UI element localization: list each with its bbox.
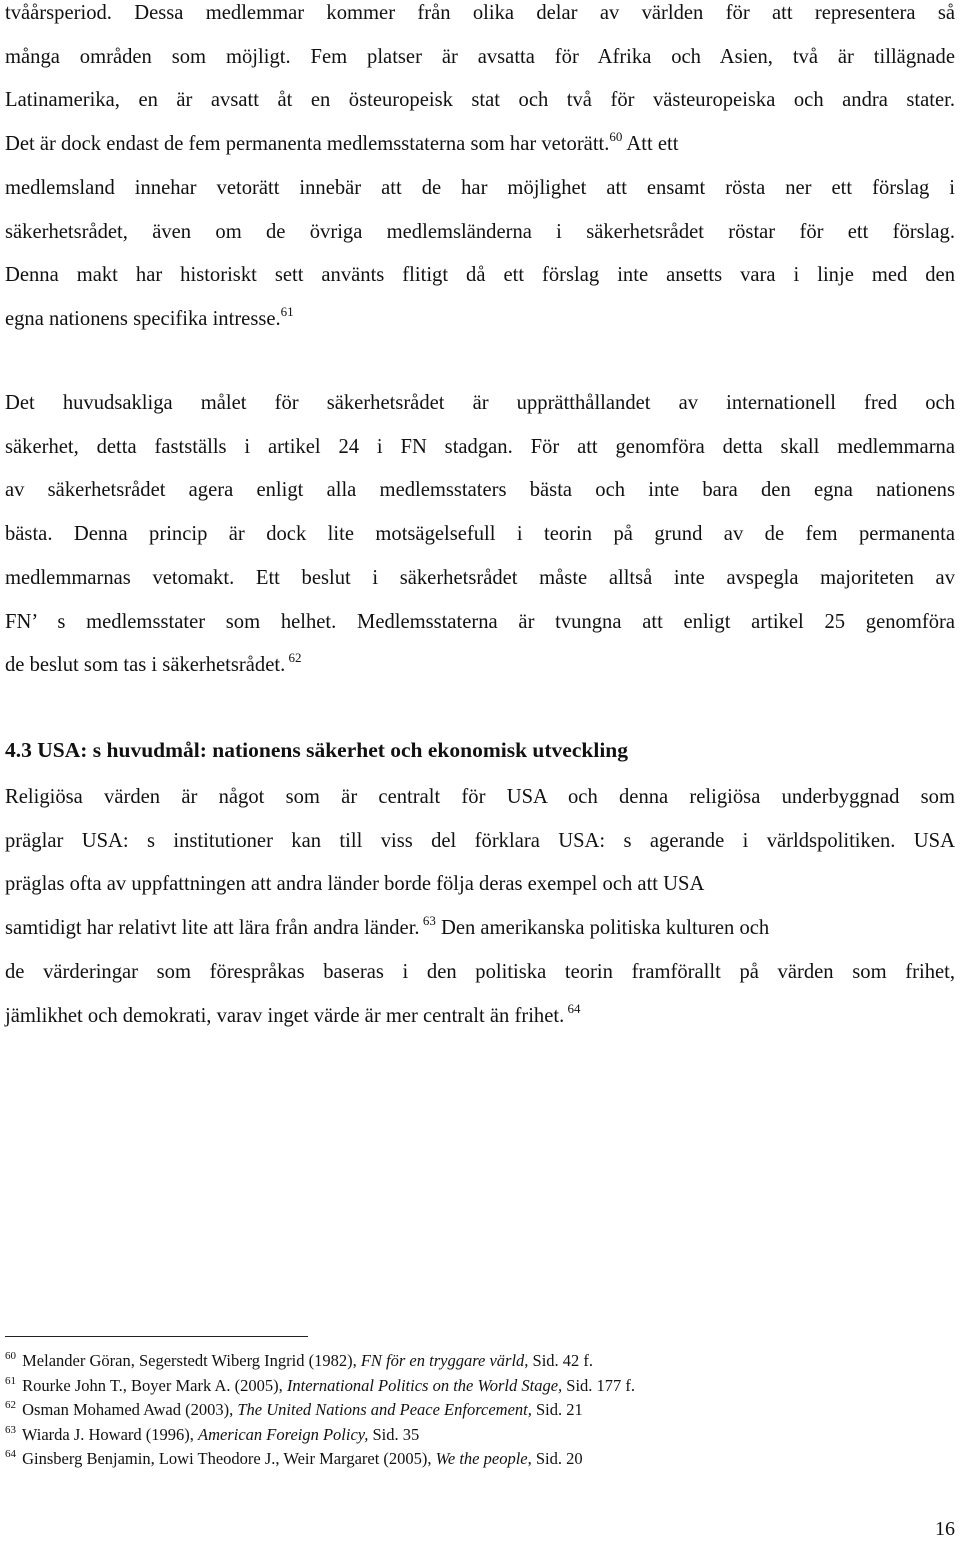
text-line: Latinamerika, en är avsatt åt en östeuropeisk stat och två för västeuropeiska och andra stater. [5, 89, 955, 112]
footnote-separator [5, 1336, 308, 1337]
footnote-ref-60[interactable]: 60 [609, 129, 623, 145]
text-line: de värderingar som förespråkas baseras i den politiska teorin framförallt på värden som frihet, [5, 960, 955, 983]
text-line: Att ett [622, 133, 679, 156]
footnote-text: , Sid. 20 [527, 1449, 583, 1469]
footnote-text: Sid. 35 [368, 1424, 420, 1444]
footnote-61 [5, 1374, 955, 1399]
footnote-number: 64 [5, 1448, 16, 1461]
footnote-title: FN för en tryggare värld, [360, 1351, 529, 1370]
footnote-ref-64[interactable]: 64 [564, 1000, 581, 1016]
footnote-text: Sid. 21 [531, 1400, 583, 1420]
text-line: medlemsland innehar vetorätt innebär att de har möjlighet att ensamt rösta ner ett förslag i [5, 176, 955, 199]
footnote-text: Melander Göran, Segerstedt Wiberg Ingrid (1982), [22, 1351, 361, 1370]
section-heading: 4.3 USA: s huvudmål: nationens säkerhet och ekonomisk utveckling [5, 738, 628, 762]
footnote-text: Sid. 177 f. [562, 1375, 636, 1395]
text-line: säkerhetsrådet, även om de övriga medlemsländerna i säkerhetsrådet röstar för ett förslag. [5, 220, 955, 243]
footnote-text: Rourke John T., Boyer Mark A. (2005), [22, 1375, 287, 1395]
text-line: Denna makt har historiskt sett använts flitigt då ett förslag inte ansetts vara i linje med den [5, 264, 955, 287]
text-line: Den amerikanska politiska kulturen och [435, 917, 770, 940]
text-line: Det huvudsakliga målet för säkerhetsrådet är upprätthållandet av internationell fred och [5, 392, 955, 414]
paragraph-3 [5, 776, 955, 1038]
footnote-title: We the people [435, 1449, 528, 1469]
footnote-number: 62 [5, 1399, 16, 1412]
text-line: tvåårsperiod. Dessa medlemmar kommer från olika delar av världen för att representera så [5, 2, 955, 24]
footnote-text: Wiarda J. Howard (1996), [21, 1424, 199, 1444]
footnote-number: 61 [5, 1374, 16, 1387]
page-number: 16 [935, 1518, 955, 1540]
footnote-title: International Politics on the World Stage, [286, 1375, 563, 1395]
text-line: medlemmarnas vetomakt. Ett beslut i säkerhetsrådet måste alltså inte avspegla majoriteten av [5, 566, 955, 589]
text-line: FN’ s medlemsstater som helhet. Medlemsstaterna är tvungna att enligt artikel 25 genomföra [5, 610, 955, 633]
footnote-number: 63 [5, 1423, 16, 1436]
text-line: Religiösa värden är något som är centralt för USA och denna religiösa underbyggnad som [5, 786, 955, 808]
footnote-title: American Foreign Policy, [198, 1424, 369, 1444]
footnote-62 [5, 1398, 955, 1423]
footnote-60 [5, 1349, 955, 1374]
footnote-text: Ginsberg Benjamin, Lowi Theodore J., Weir Margaret (2005), [22, 1449, 436, 1469]
text-line: många områden som möjligt. Fem platser är avsatta för Afrika och Asien, två är tillägnade [5, 45, 955, 68]
footnote-ref-63[interactable]: 63 [419, 913, 436, 929]
text-line: de beslut som tas i säkerhetsrådet. [5, 654, 286, 677]
text-line: jämlikhet och demokrati, varav inget värde är mer centralt än frihet. [5, 1004, 565, 1027]
text-line: bästa. Denna princip är dock lite motsägelsefull i teorin på grund av de fem permanenta [5, 523, 955, 546]
text-line: samtidigt har relativt lite att lära från andra länder. [5, 917, 420, 940]
text-line: egna nationens specifika intresse. [5, 307, 281, 330]
footnote-text: Osman Mohamed Awad (2003), [22, 1400, 238, 1420]
footnote-ref-61[interactable]: 61 [280, 303, 294, 319]
text-line: Det är dock endast de fem permanenta medlemsstaterna som har vetorätt. [5, 133, 610, 156]
footnote-64 [5, 1447, 955, 1472]
text-line: av säkerhetsrådet agera enligt alla medlemsstaters bästa och inte bara den egna nationens [5, 479, 955, 502]
footnote-63 [5, 1423, 955, 1448]
footnote-text: Sid. 42 f. [528, 1351, 594, 1370]
text-line: präglas ofta av uppfattningen att andra länder borde följa deras exempel och att USA [5, 873, 705, 896]
text-line: säkerhet, detta fastställs i artikel 24 i FN stadgan. För att genomföra detta skall medlemmarna [5, 435, 955, 458]
footnotes [5, 1349, 955, 1472]
paragraph-1 [5, 0, 955, 342]
footnote-ref-62[interactable]: 62 [285, 650, 302, 666]
footnote-number: 60 [5, 1350, 16, 1362]
text-line: präglar USA: s institutioner kan till viss del förklara USA: s agerande i världspolitiken. USA [5, 829, 955, 852]
footnote-title: The United Nations and Peace Enforcement, [237, 1400, 532, 1420]
paragraph-2 [5, 382, 955, 688]
